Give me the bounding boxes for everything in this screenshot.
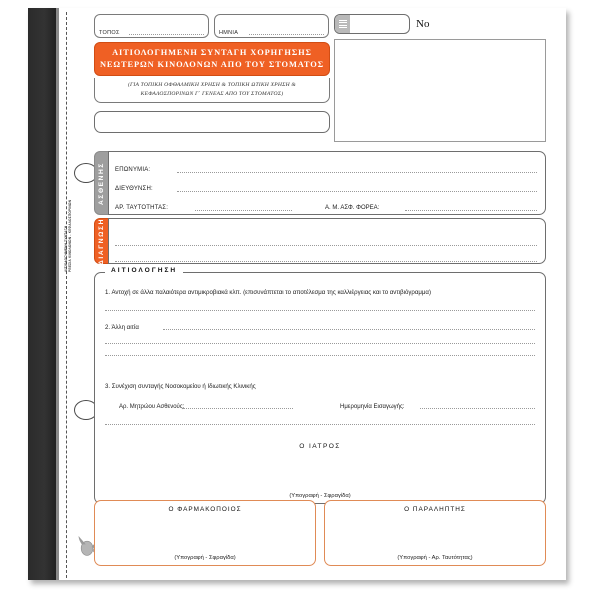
reason-section	[94, 267, 546, 504]
reason-item-2-dotline-1	[163, 329, 535, 330]
subtitle-line-1: (ΓΙΑ ΤΟΠΙΚΗ ΟΦΘΑΛΜΙΚΗ ΧΡΗΣΗ & ΤΟΠΙΚΗ ΩΤΙΚΗ ΧΡΗΣΗ &	[127, 82, 296, 88]
reason-item-2-dotline-2	[105, 343, 535, 344]
place-date-row	[94, 14, 330, 38]
number-row	[334, 14, 546, 34]
date-label: ΗΜΝΙΑ	[219, 30, 239, 36]
patient-id-label: ΑΡ. ΤΑΥΤΟΤΗΤΑΣ:	[115, 205, 169, 211]
grip-icon	[335, 15, 350, 33]
registry-label: Αρ. Μητρώου Ασθενούς:	[119, 404, 185, 410]
patient-name-dotline	[177, 172, 537, 173]
patient-address-row[interactable]	[115, 176, 537, 195]
diagnosis-tab-label: ΔΙΑΓΝΩΣΗ	[98, 217, 105, 265]
place-dotline	[129, 34, 204, 35]
pharmacist-title: Ο ΦΑΡΜΑΚΟΠΟΙΟΣ	[168, 506, 242, 513]
doctor-signature-caption: (Υπογραφή - Σφραγίδα)	[289, 493, 351, 499]
pharmacist-caption: (Υπογραφή - Σφραγίδα)	[174, 555, 236, 561]
number-label: Νο	[416, 18, 430, 30]
reason-item-3-text: 3. Συνέχιση συνταγής Νοσοκομείου ή Ιδιωτικής Κλινικής	[105, 383, 256, 390]
reason-item-2[interactable]	[105, 321, 535, 356]
diagnosis-tab	[94, 218, 109, 264]
patient-address-dotline	[177, 191, 537, 192]
spine-highlight	[56, 8, 59, 580]
diagnosis-line-1	[115, 230, 537, 246]
diagnosis-line-2	[115, 246, 537, 262]
reason-item-3-fields	[105, 400, 535, 412]
patient-fields	[108, 151, 546, 215]
notepad-spine	[28, 8, 58, 580]
admission-dotline	[420, 408, 535, 409]
patient-name-label: ΕΠΩΝΥΜΙΑ:	[115, 167, 151, 173]
recipient-title: Ο ΠΑΡΑΛΗΠΤΗΣ	[404, 506, 466, 513]
banner-line-2: ΝΕΩΤΕΡΩΝ ΚΙΝΟΛΟΝΩΝ ΑΠΟ ΤΟΥ ΣΤΟΜΑΤΟΣ	[99, 60, 325, 69]
title-banner	[94, 42, 330, 76]
recipient-caption: (Υπογραφή - Αρ. Ταυτότητας)	[397, 555, 473, 561]
doctor-title: Ο ΙΑΤΡΟΣ	[299, 443, 341, 450]
patient-tab-label: ΑΣΘΕΝΗΣ	[98, 161, 105, 205]
signature-row	[94, 500, 546, 566]
reason-item-2-dotline-3	[105, 355, 535, 356]
registry-dotline	[183, 408, 293, 409]
place-label: ΤΟΠΟΣ	[99, 30, 120, 36]
patient-tab	[94, 151, 109, 215]
reason-item-1-text: 1. Αντοχή σε άλλα παλαιότερα αντιμικροβιακά κλπ. (επισυνάπτεται το αποτέλεσμα της καλλιέργειας και το αντιβιόγραμμα)	[105, 289, 431, 296]
date-dotline	[249, 34, 324, 35]
reason-item-3[interactable]	[105, 383, 535, 425]
diagnosis-fields[interactable]	[108, 218, 546, 264]
diagnosis-section	[94, 218, 546, 264]
subtitle-line-2: ΚΕΦΑΛΟΣΠΟΡΙΝΩΝ Γ΄ ΓΕΝΕΑΣ ΑΠΟ ΤΟΥ ΣΤΟΜΑΤΟΣ)	[140, 90, 284, 97]
perforation-line	[66, 12, 67, 578]
place-field[interactable]	[94, 14, 209, 38]
patient-address-label: ΔΙΕΥΘΥΝΣΗ:	[115, 186, 153, 192]
side-print-line2: ΡΒΕΣΙΑ ΚΙΝΟΛΟΝΩΝ - ΚΕΦΑΛΟΣΠΟΡΙΝΩΝ	[68, 199, 73, 272]
number-area	[334, 14, 546, 142]
reason-item-3-dotline	[105, 424, 535, 425]
patient-section	[94, 151, 546, 215]
blank-header-box[interactable]	[94, 111, 330, 133]
date-field[interactable]	[214, 14, 329, 38]
reason-item-1-dotline	[105, 310, 535, 311]
admission-label: Ημερομηνία Εισαγωγής:	[340, 404, 405, 410]
reason-title: ΑΙΤΙΟΛΟΓΗΣΗ	[105, 267, 183, 274]
patient-insurance-dotline	[405, 210, 537, 211]
pharmacist-box[interactable]	[94, 500, 316, 566]
banner-line-1: ΑΙΤΙΟΛΟΓΗΜΕΝΗ ΣΥΝΤΑΓΗ ΧΟΡΗΓΗΣΗΣ	[112, 48, 312, 57]
side-print-text	[64, 152, 72, 272]
patient-name-row[interactable]	[115, 157, 537, 176]
prescription-form	[94, 14, 546, 566]
reason-body	[103, 285, 537, 497]
patient-id-dotline	[195, 210, 292, 211]
reason-item-2-text: 2. Άλλη αιτία	[105, 324, 139, 331]
notes-box[interactable]	[334, 39, 546, 142]
title-subtitle	[94, 78, 330, 103]
number-field[interactable]	[334, 14, 410, 34]
patient-id-row[interactable]	[115, 195, 537, 214]
form-header	[94, 14, 330, 133]
patient-insurance-label: Α. Μ. ΑΣΦ. ΦΟΡΕΑ:	[325, 205, 380, 211]
recipient-box[interactable]	[324, 500, 546, 566]
reason-item-1[interactable]	[105, 289, 535, 311]
side-print-line1: ΑΙΤΙΟΛΟΓΗΜΕΝΗ ΣΥΝΤΑΓΗ	[64, 225, 68, 272]
